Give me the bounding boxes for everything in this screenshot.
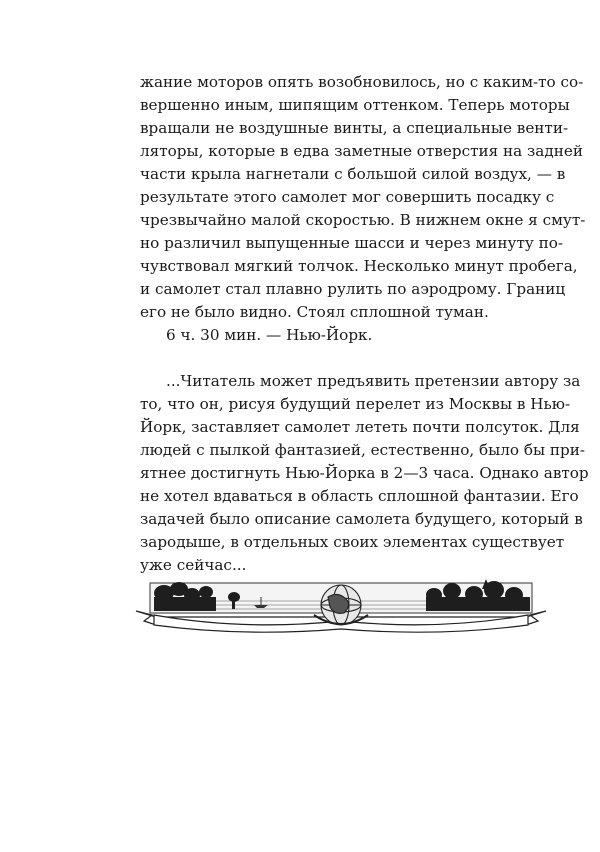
text-line: ятнее достигнуть Нью-Йорка в 2—3 часа. Однако автор bbox=[140, 464, 589, 482]
text-line: уже сейчас... bbox=[140, 556, 247, 574]
paragraph bbox=[140, 370, 589, 577]
landscape-banner-vignette-icon bbox=[134, 575, 548, 639]
text-line: людей с пылкой фантазией, естественно, было бы при- bbox=[140, 441, 586, 459]
text-line: его не было видно. Стоял сплошной туман. bbox=[140, 303, 489, 321]
text-line: ляторы, которые в едва заметные отверстия на задней bbox=[140, 142, 583, 160]
text-line: задачей было описание самолета будущего, который в bbox=[140, 510, 583, 528]
text-line: но различил выпущенные шасси и через минуту по- bbox=[140, 234, 564, 252]
paragraph bbox=[140, 324, 551, 347]
text-line: вершенно иным, шипящим оттенком. Теперь моторы bbox=[140, 96, 570, 114]
text-line: не хотел вдаваться в область сплошной фантазии. Его bbox=[140, 487, 579, 505]
text-line: 6 ч. 30 мин. — Нью-Йорк. bbox=[166, 326, 373, 344]
body-text bbox=[140, 71, 589, 577]
text-line: чувствовал мягкий толчок. Несколько минут пробега, bbox=[140, 257, 578, 275]
text-line: части крыла нагнетали с большой силой воздух, — в bbox=[140, 165, 566, 183]
text-line: ...Читатель может предъявить претензии автору за bbox=[166, 372, 581, 390]
text-line: зародыше, в отдельных своих элементах существует bbox=[140, 533, 565, 551]
text-line: чрезвычайно малой скоростью. В нижнем окне я смут- bbox=[140, 211, 586, 229]
paragraph-gap bbox=[140, 347, 551, 370]
text-line: и самолет стал плавно рулить по аэродрому. Границ bbox=[140, 280, 566, 298]
text-line: результате этого самолет мог совершить посадку с bbox=[140, 188, 555, 206]
text-line: вращали не воздушные винты, а специальные венти- bbox=[140, 119, 569, 137]
text-line: то, что он, рисуя будущий перелет из Москвы в Нью- bbox=[140, 395, 571, 413]
text-line: Йорк, заставляет самолет лететь почти полсуток. Для bbox=[140, 418, 580, 436]
text-line: жание моторов опять возобновилось, но с каким-то со- bbox=[140, 73, 584, 91]
paragraph bbox=[140, 71, 586, 324]
